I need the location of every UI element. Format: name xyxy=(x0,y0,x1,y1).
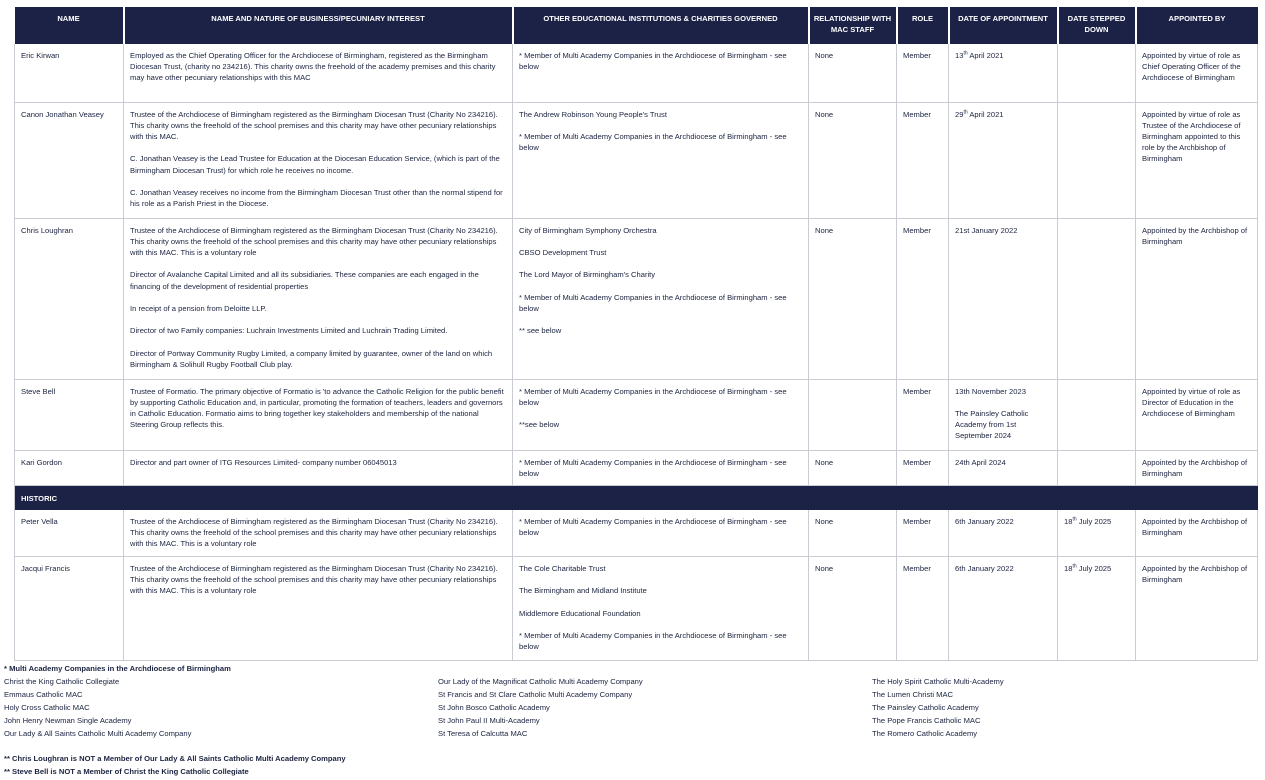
relationship-cell: None xyxy=(809,44,897,102)
date-appointment-cell-pre: 6th January 2022 xyxy=(955,564,1014,573)
appointed-by-cell: Appointed by virtue of role as Director of Education in the Archdiocese of Birmingham xyxy=(1136,379,1258,450)
date-stepped-down-cell xyxy=(1058,218,1136,379)
other-institutions-cell-paragraph: CBSO Development Trust xyxy=(519,247,607,257)
historic-section-row xyxy=(15,485,1258,510)
interest-cell xyxy=(124,510,513,557)
mac-list-item: The Holy Spirit Catholic Multi-Academy xyxy=(872,677,1004,686)
col-header-interest: NAME AND NATURE OF BUSINESS/PECUNIARY INTEREST xyxy=(124,7,513,44)
date-stepped-down-cell-pre: 18 xyxy=(1064,564,1073,573)
date-appointment-cell-line xyxy=(955,109,1051,120)
other-institutions-cell-paragraph: * Member of Multi Academy Companies in the Archdiocese of Birmingham - see below xyxy=(519,292,787,313)
date-stepped-down-cell xyxy=(1058,379,1136,450)
col-header-date-stepped-down: DATE STEPPED DOWN xyxy=(1058,7,1136,44)
other-institutions-cell-paragraph: The Cole Charitable Trust xyxy=(519,564,606,573)
table-body xyxy=(15,44,1258,661)
other-institutions-cell-paragraph: The Lord Mayor of Birmingham's Charity xyxy=(519,270,656,280)
table-row xyxy=(15,510,1258,557)
col-header-other-institutions: OTHER EDUCATIONAL INSTITUTIONS & CHARITIES GOVERNED xyxy=(513,7,809,44)
other-institutions-cell-paragraph: Middlemore Educational Foundation xyxy=(519,608,641,618)
col-header-date-appointment: DATE OF APPOINTMENT xyxy=(949,7,1058,44)
date-appointment-cell-pre: 6th January 2022 xyxy=(955,516,1014,526)
other-institutions-cell-paragraph: * Member of Multi Academy Companies in the Archdiocese of Birmingham - see below xyxy=(519,131,787,153)
table-row xyxy=(15,44,1258,102)
date-stepped-down-cell-sup: th xyxy=(1072,515,1077,522)
date-appointment-cell xyxy=(949,44,1058,102)
other-institutions-cell xyxy=(513,102,809,218)
footnote-heading: * Multi Academy Companies in the Archdiocese of Birmingham xyxy=(4,664,231,673)
date-appointment-cell-line xyxy=(955,516,1051,527)
interest-cell-paragraph: Trustee of the Archdiocese of Birmingham registered as the Birmingham Diocesan Trust (Charity No 234216). This charity owns the freehold of the school premises and this charity may have other pecuniary relationships with this MAC. This is a voluntary role xyxy=(130,564,498,596)
notes xyxy=(4,752,346,778)
date-appointment-cell-pre: 24th April 2024 xyxy=(955,457,1006,467)
date-appointment-cell-post: April 2021 xyxy=(967,51,1004,60)
member-name: Steve Bell xyxy=(15,379,124,450)
appointed-by-cell: Appointed by the Archbishop of Birmingham xyxy=(1136,218,1258,379)
interest-cell xyxy=(124,557,513,661)
interest-cell xyxy=(124,102,513,218)
role-cell: Member xyxy=(897,510,949,557)
interest-cell-paragraph: C. Jonathan Veasey is the Lead Trustee for Education at the Diocesan Education Service, (which is part of the Birmingham Diocesan Trust) for which role he receives no income. xyxy=(130,154,500,175)
mac-list-item: The Pope Francis Catholic MAC xyxy=(872,716,981,725)
appointed-by-cell: Appointed by virtue of role as Trustee of the Archdiocese of Birmingham appointed to this role by the Archbishop of Birmingham xyxy=(1136,102,1258,218)
interest-cell-paragraph: Trustee of the Archdiocese of Birmingham registered as the Birmingham Diocesan Trust (Charity No 234216). This charity owns the freehold of the school premises and this charity may have other pecuniary relationships with this MAC. This is a voluntary role xyxy=(130,225,498,257)
note: ** Steve Bell is NOT a Member of Christ the King Catholic Collegiate xyxy=(4,767,249,776)
date-appointment-cell xyxy=(949,218,1058,379)
date-stepped-down-cell xyxy=(1058,44,1136,102)
date-stepped-down-cell-pre: 18 xyxy=(1064,516,1073,526)
relationship-cell: None xyxy=(809,102,897,218)
interest-cell xyxy=(124,218,513,379)
mac-list-item: Emmaus Catholic MAC xyxy=(4,690,83,699)
mac-list-column xyxy=(4,675,191,740)
mac-list-item: St John Bosco Catholic Academy xyxy=(438,703,550,712)
col-header-role: ROLE xyxy=(897,7,949,44)
date-appointment-cell-line xyxy=(955,457,1051,468)
footnotes xyxy=(4,662,1259,776)
other-institutions-cell-paragraph: * Member of Multi Academy Companies in the Archdiocese of Birmingham - see below xyxy=(519,457,787,478)
table-row xyxy=(15,218,1258,379)
col-header-appointed-by: APPOINTED BY xyxy=(1136,7,1258,44)
role-cell: Member xyxy=(897,557,949,661)
other-institutions-cell-paragraph: * Member of Multi Academy Companies in the Archdiocese of Birmingham - see below xyxy=(519,631,787,652)
date-appointment-cell-pre: 29 xyxy=(955,109,964,119)
date-stepped-down-cell xyxy=(1058,510,1136,557)
interest-cell-paragraph: Director of Avalanche Capital Limited and all its subsidiaries. These companies are each engaged in the financing of the development of residential properties xyxy=(130,270,479,291)
date-appointment-cell xyxy=(949,379,1058,450)
interest-cell-paragraph: Employed as the Chief Operating Officer for the Archdiocese of Birmingham, registered as the Birmingham Diocesan Trust, (charity no 234216). This charity owns the freehold of the academy premises and this charity may have other pecuniary relationships with this MAC xyxy=(130,51,496,83)
member-name: Canon Jonathan Veasey xyxy=(15,102,124,218)
role-cell: Member xyxy=(897,450,949,485)
interest-cell-paragraph: In receipt of a pension from Deloitte LLP. xyxy=(130,303,267,313)
role-cell: Member xyxy=(897,218,949,379)
other-institutions-cell-paragraph: The Andrew Robinson Young People's Trust xyxy=(519,109,667,119)
mac-list-item: Our Lady of the Magnificat Catholic Multi Academy Company xyxy=(438,677,643,686)
appointed-by-cell: Appointed by virtue of role as Chief Operating Officer of the Archdiocese of Birmingham xyxy=(1136,44,1258,102)
other-institutions-cell xyxy=(513,218,809,379)
mac-list xyxy=(4,675,1259,741)
date-appointment-cell-sup: th xyxy=(963,108,968,115)
date-appointment-cell-line xyxy=(955,563,1051,574)
member-name: Eric Kirwan xyxy=(15,44,124,102)
table-row xyxy=(15,450,1258,485)
header-row xyxy=(15,7,1258,44)
table-row xyxy=(15,379,1258,450)
mac-list-item: John Henry Newman Single Academy xyxy=(4,716,132,725)
other-institutions-cell-paragraph: * Member of Multi Academy Companies in the Archdiocese of Birmingham - see below xyxy=(519,516,787,537)
interest-cell xyxy=(124,450,513,485)
date-stepped-down-cell xyxy=(1058,102,1136,218)
interest-cell-paragraph: Trustee of Formatio. The primary objective of Formatio is 'to advance the Catholic Religion for the public benefit by supporting Catholic Education and, in particular, promoting the formation of teachers, leaders and governors in Catholic Education. Formatio aims to bring together key stakeholders and membership of the national Steering Group reflects this. xyxy=(130,386,504,430)
interest-cell xyxy=(124,379,513,450)
mac-list-column xyxy=(872,675,1004,740)
role-cell: Member xyxy=(897,44,949,102)
mac-list-item: St Teresa of Calcutta MAC xyxy=(438,729,528,738)
table-row xyxy=(15,102,1258,218)
date-appointment-cell xyxy=(949,450,1058,485)
other-institutions-cell xyxy=(513,44,809,102)
relationship-cell xyxy=(809,379,897,450)
interest-cell xyxy=(124,44,513,102)
mac-list-item: Holy Cross Catholic MAC xyxy=(4,703,90,712)
col-header-name: NAME xyxy=(15,7,124,44)
mac-list-item: The Romero Catholic Academy xyxy=(872,729,978,738)
other-institutions-cell xyxy=(513,450,809,485)
relationship-cell: None xyxy=(809,510,897,557)
note: ** Chris Loughran is NOT a Member of Our Lady & All Saints Catholic Multi Academy Company xyxy=(4,754,346,763)
relationship-cell: None xyxy=(809,218,897,379)
mac-list-item: Our Lady & All Saints Catholic Multi Academy Company xyxy=(4,729,192,738)
member-name: Kari Gordon xyxy=(15,450,124,485)
interest-cell-paragraph: C. Jonathan Veasey receives no income from the Birmingham Diocesan Trust other than the normal stipend for his role as a Parish Priest in the Diocese. xyxy=(130,187,503,209)
other-institutions-cell-paragraph: ** see below xyxy=(519,326,562,336)
mac-list-column xyxy=(438,675,643,740)
date-appointment-cell-pre: 13th November 2023 xyxy=(955,386,1026,396)
other-institutions-cell-paragraph: The Birmingham and Midland Institute xyxy=(519,586,647,596)
interests-table xyxy=(14,7,1258,661)
other-institutions-cell-paragraph: **see below xyxy=(519,420,560,430)
date-stepped-down-cell-post: July 2025 xyxy=(1076,564,1112,573)
table-row xyxy=(15,557,1258,661)
interest-cell-paragraph: Trustee of the Archdiocese of Birmingham registered as the Birmingham Diocesan Trust (Charity No 234216). This charity owns the freehold of the school premises and this charity may have other pecuniary relationships with this MAC. This is a voluntary role xyxy=(130,516,498,548)
date-stepped-down-cell-post: July 2025 xyxy=(1076,516,1112,526)
appointed-by-cell: Appointed by the Archbishop of Birmingham xyxy=(1136,557,1258,661)
date-appointment-cell-pre: 21st January 2022 xyxy=(955,225,1018,235)
mac-list-item: The Lumen Christi MAC xyxy=(872,690,954,699)
interest-cell-paragraph: Director of Portway Community Rugby Limited, a company limited by guarantee, owner of the land on which Birmingham & Solihull Rugby Football Club play. xyxy=(130,348,493,369)
date-appointment-cell xyxy=(949,510,1058,557)
date-appointment-cell-post: April 2021 xyxy=(967,109,1004,119)
date-stepped-down-cell xyxy=(1058,557,1136,661)
interest-cell-paragraph: Director and part owner of ITG Resources Limited- company number 06045013 xyxy=(130,457,397,467)
member-name: Chris Loughran xyxy=(15,218,124,379)
other-institutions-cell-paragraph: * Member of Multi Academy Companies in the Archdiocese of Birmingham - see below xyxy=(519,386,787,407)
date-appointment-cell xyxy=(949,102,1058,218)
other-institutions-cell xyxy=(513,379,809,450)
interest-cell-paragraph: Trustee of the Archdiocese of Birmingham registered as the Birmingham Diocesan Trust (Charity No 234216). This charity owns the freehold of the school premises and this charity may have other pecuniary relationships with this MAC. xyxy=(130,109,498,141)
mac-list-item: The Painsley Catholic Academy xyxy=(872,703,979,712)
other-institutions-cell xyxy=(513,510,809,557)
role-cell: Member xyxy=(897,102,949,218)
other-institutions-cell xyxy=(513,557,809,661)
date-stepped-down-cell-sup: th xyxy=(1072,563,1077,570)
member-name: Peter Vella xyxy=(15,510,124,557)
mac-list-item: Christ the King Catholic Collegiate xyxy=(4,677,120,686)
date-appointment-cell-line xyxy=(955,386,1051,397)
other-institutions-cell-paragraph: * Member of Multi Academy Companies in the Archdiocese of Birmingham - see below xyxy=(519,51,787,72)
relationship-cell: None xyxy=(809,557,897,661)
date-appointment-cell-sup: th xyxy=(963,50,968,57)
date-appointment-cell-pre: The Painsley Catholic Academy from 1st September 2024 xyxy=(955,408,1029,441)
other-institutions-cell-paragraph: City of Birmingham Symphony Orchestra xyxy=(519,225,657,235)
date-appointment-cell-pre: 13 xyxy=(955,51,964,60)
appointed-by-cell: Appointed by the Archbishop of Birmingham xyxy=(1136,450,1258,485)
historic-section-label: HISTORIC xyxy=(15,485,1258,510)
date-stepped-down-cell xyxy=(1058,450,1136,485)
mac-list-item: St John Paul II Multi-Academy xyxy=(438,716,540,725)
col-header-relationship: RELATIONSHIP WITH MAC STAFF xyxy=(809,7,897,44)
member-name: Jacqui Francis xyxy=(15,557,124,661)
date-appointment-cell-line xyxy=(955,50,1051,61)
interest-cell-paragraph: Director of two Family companies: Luchrain Investments Limited and Luchrain Trading Limited. xyxy=(130,326,448,336)
date-appointment-cell-line xyxy=(955,225,1051,236)
date-appointment-cell-line xyxy=(955,408,1051,442)
relationship-cell: None xyxy=(809,450,897,485)
mac-list-item: St Francis and St Clare Catholic Multi Academy Company xyxy=(438,690,633,699)
date-appointment-cell xyxy=(949,557,1058,661)
appointed-by-cell: Appointed by the Archbishop of Birmingham xyxy=(1136,510,1258,557)
role-cell: Member xyxy=(897,379,949,450)
